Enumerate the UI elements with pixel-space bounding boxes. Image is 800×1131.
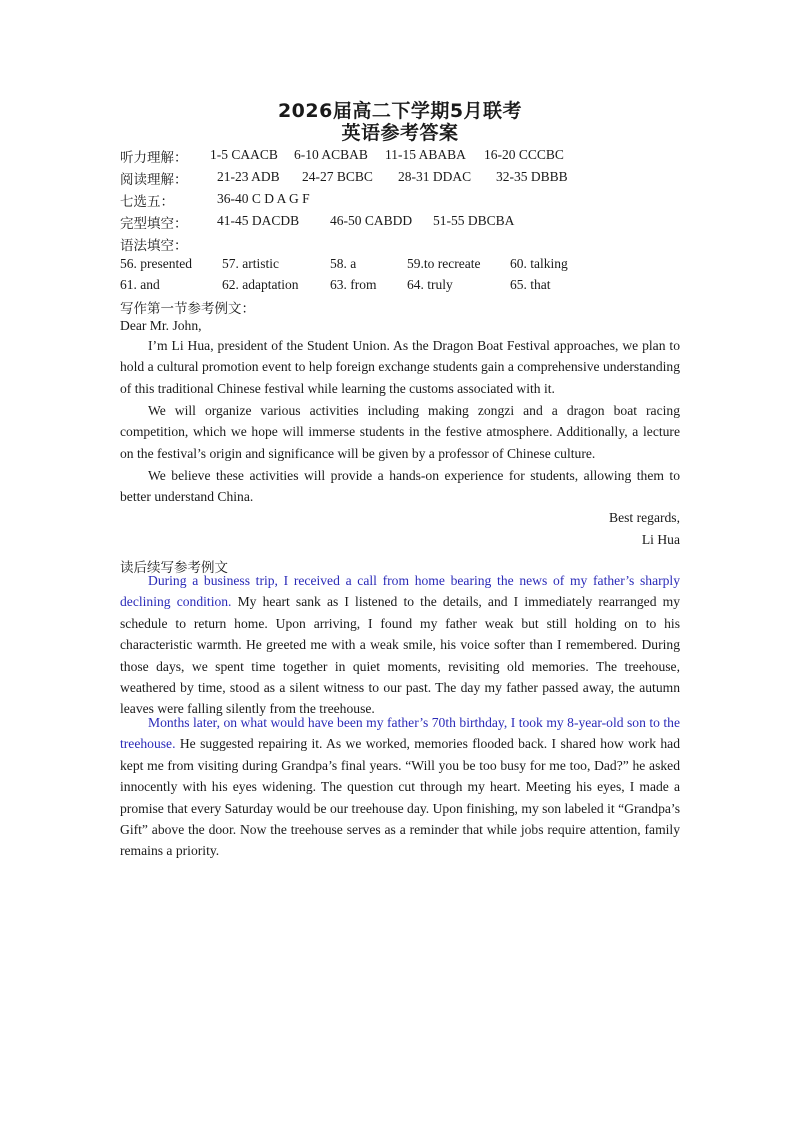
reading-answer-group: 28-31 DDAC <box>398 169 472 184</box>
continuation-text: My heart sank as I listened to the details, and I immediately rearranged my schedule to return home. Upon arriving, I found my father weak but still holding on to his characteristic warmth. He greeted me with a weak smile, his voice softer than I remembered. During those days, we spent time together in quiet moments, revisiting old memories. The treehouse, weathered by time, stood as a silent witness to our past. The day my father passed away, the autumn leaves were falling silently from the treehouse. <box>120 594 680 717</box>
letter-paragraph: We believe these activities will provide a hands-on experience for students, allowing them to better understand China. <box>120 468 680 505</box>
grammar-answer: 56. presented <box>120 256 192 271</box>
letter-paragraph: We will organize various activities including making zongzi and a dragon boat racing competition, which we hope will immerse students in the festive atmosphere. Additionally, a lecture on the festival’s origin and significance will be given by a professor of Chinese culture. <box>120 403 680 461</box>
seven-five-label: 七选五： <box>120 194 174 210</box>
exam-title: 2026届高二下学期5月联考 <box>277 100 523 122</box>
seven-five-answer-group: 36-40 C D A G F <box>217 191 310 206</box>
cloze-answer-group: 41-45 DACDB <box>217 213 300 228</box>
grammar-answer: 65. that <box>510 277 551 292</box>
cloze-answer-group: 46-50 CABDD <box>330 213 413 228</box>
listening-answer-group: 16-20 CCCBC <box>484 147 564 162</box>
reading-answer-group: 21-23 ADB <box>217 169 280 184</box>
given-opening-sentence: During a business trip, I received a call from home bearing the news of my father’s sharply declining condition. <box>120 573 680 610</box>
exam-subtitle: 英语参考答案 <box>341 122 459 144</box>
listening-label: 听力理解： <box>120 150 188 166</box>
reading-label: 阅读理解： <box>120 172 188 188</box>
letter-signature: Li Hua <box>641 532 680 547</box>
letter-closing: Best regards, <box>609 510 680 525</box>
reading-answer-group: 24-27 BCBC <box>302 169 373 184</box>
given-opening-sentence: Months later, on what would have been my father’s 70th birthday, I took my 8-year-old son to the treehouse. <box>120 715 680 752</box>
grammar-answer: 64. truly <box>407 277 453 292</box>
cloze-label: 完型填空： <box>120 216 188 232</box>
listening-answer-group: 11-15 ABABA <box>385 147 466 162</box>
reading-answer-group: 32-35 DBBB <box>496 169 568 184</box>
grammar-answer: 57. artistic <box>222 256 279 271</box>
writing-one-heading: 写作第一节参考例文： <box>120 301 255 317</box>
listening-answer-group: 6-10 ACBAB <box>294 147 368 162</box>
writing-two-heading: 读后续写参考例文 <box>120 560 228 576</box>
continuation-paragraph <box>120 712 680 862</box>
letter-greeting: Dear Mr. John, <box>120 318 202 333</box>
grammar-answer: 63. from <box>330 277 377 292</box>
grammar-answer: 59.to recreate <box>407 256 481 271</box>
continuation-paragraph <box>120 570 680 720</box>
grammar-label: 语法填空： <box>120 238 188 254</box>
listening-answer-group: 1-5 CAACB <box>210 147 278 162</box>
cloze-answer-group: 51-55 DBCBA <box>433 213 515 228</box>
grammar-answer: 58. a <box>330 256 357 271</box>
continuation-text: He suggested repairing it. As we worked, memories flooded back. I shared how work had kept me from visiting during Grandpa’s final years. “Will you be too busy for me too, Dad?” he asked innocently with his eyes widening. The question cut through my heart. Meeting his eyes, I made a promise that every Saturday would be our treehouse day. Upon finishing, my son labeled it “Grandpa’s Gift” above the door. Now the treehouse serves as a reminder that while jobs require attention, family remains a priority. <box>120 736 680 859</box>
grammar-answer: 60. talking <box>510 256 568 271</box>
grammar-answer: 62. adaptation <box>222 277 299 292</box>
grammar-answer: 61. and <box>120 277 160 292</box>
letter-paragraph: I’m Li Hua, president of the Student Union. As the Dragon Boat Festival approaches, we plan to hold a cultural promotion event to help foreign exchange students gain a comprehensive understanding of this traditional Chinese festival while learning the customs associated with it. <box>120 338 680 396</box>
